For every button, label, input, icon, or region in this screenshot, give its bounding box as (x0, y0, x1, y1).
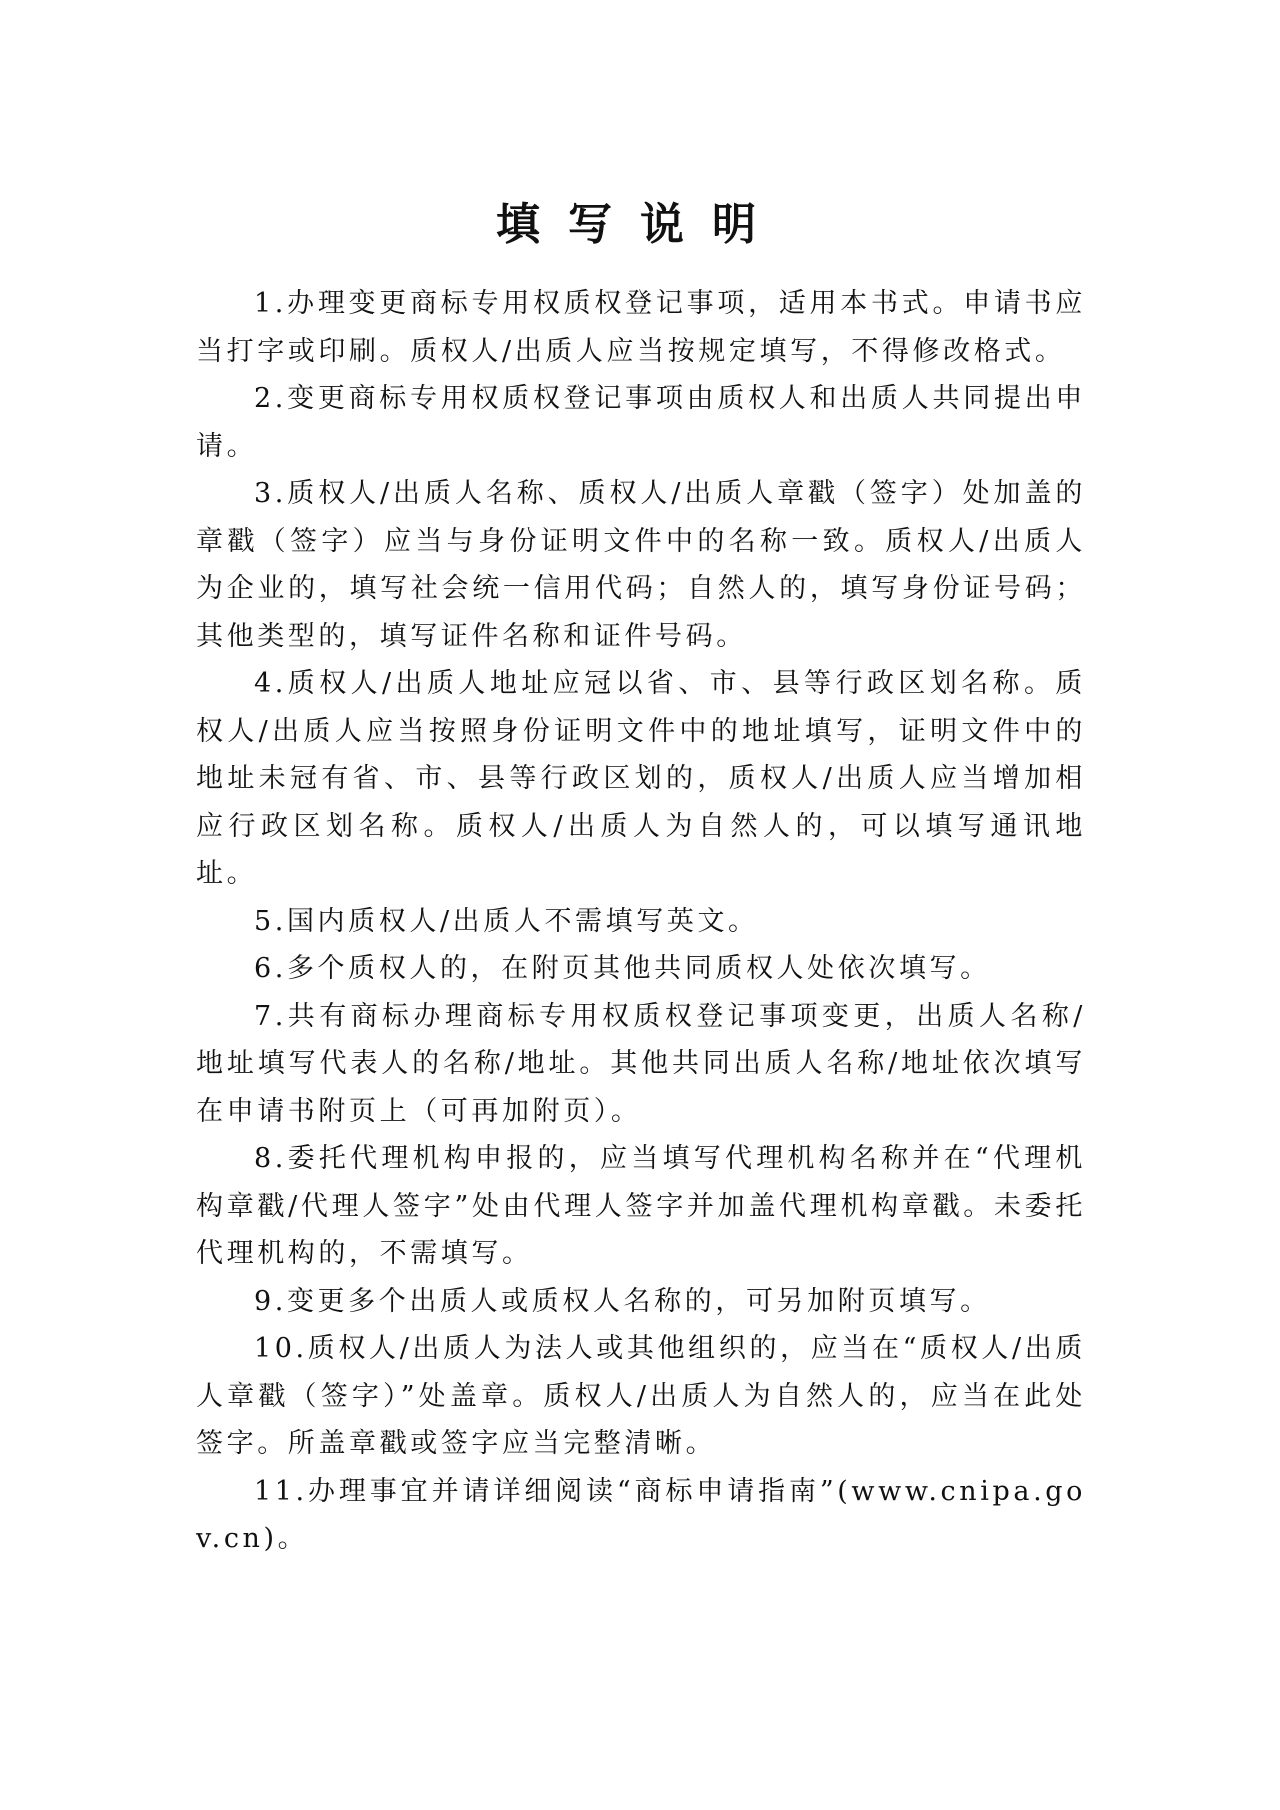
instruction-item-8: 8.委托代理机构申报的，应当填写代理机构名称并在“代理机构章戳/代理人签字”处由代理人签字并加盖代理机构章戳。未委托代理机构的，不需填写。 (196, 1143, 1086, 1269)
instruction-item-2: 2.变更商标专用权质权登记事项由质权人和出质人共同提出申请。 (196, 383, 1086, 462)
instruction-item-9: 9.变更多个出质人或质权人名称的，可另加附页填写。 (254, 1285, 991, 1317)
instruction-item-7: 7.共有商标办理商标专用权质权登记事项变更，出质人名称/地址填写代表人的名称/地址。其他共同出质人名称/地址依次填写在申请书附页上（可再加附页）。 (196, 1000, 1086, 1127)
page-title: 填写说明 (496, 199, 784, 251)
instruction-item-11: 11.办理事宜并请详细阅读“商标申请指南”(www.cnipa.gov.cn)。 (196, 1475, 1086, 1554)
instruction-item-4: 4.质权人/出质人地址应冠以省、市、县等行政区划名称。质权人/出质人应当按照身份证明文件中的地址填写，证明文件中的地址未冠有省、市、县等行政区划的，质权人/出质人应当增加相应行政区划名称。质权人/出质人为自然人的，可以填写通讯地址。 (196, 668, 1086, 889)
instruction-item-6: 6.多个质权人的，在附页其他共同质权人处依次填写。 (254, 953, 991, 984)
instruction-item-10: 10.质权人/出质人为法人或其他组织的，应当在“质权人/出质人章戳（签字）”处盖章。质权人/出质人为自然人的，应当在此处签字。所盖章戳或签字应当完整清晰。 (196, 1333, 1086, 1459)
instructions-list (196, 280, 1086, 1563)
instruction-item-5: 5.国内质权人/出质人不需填写英文。 (254, 905, 759, 937)
instruction-item-1: 1.办理变更商标专用权质权登记事项，适用本书式。申请书应当打字或印刷。质权人/出质人应当按规定填写，不得修改格式。 (196, 288, 1086, 367)
instruction-item-3: 3.质权人/出质人名称、质权人/出质人章戳（签字）处加盖的章戳（签字）应当与身份证明文件中的名称一致。质权人/出质人为企业的，填写社会统一信用代码；自然人的，填写身份证号码；其他类型的，填写证件名称和证件号码。 (196, 478, 1086, 652)
